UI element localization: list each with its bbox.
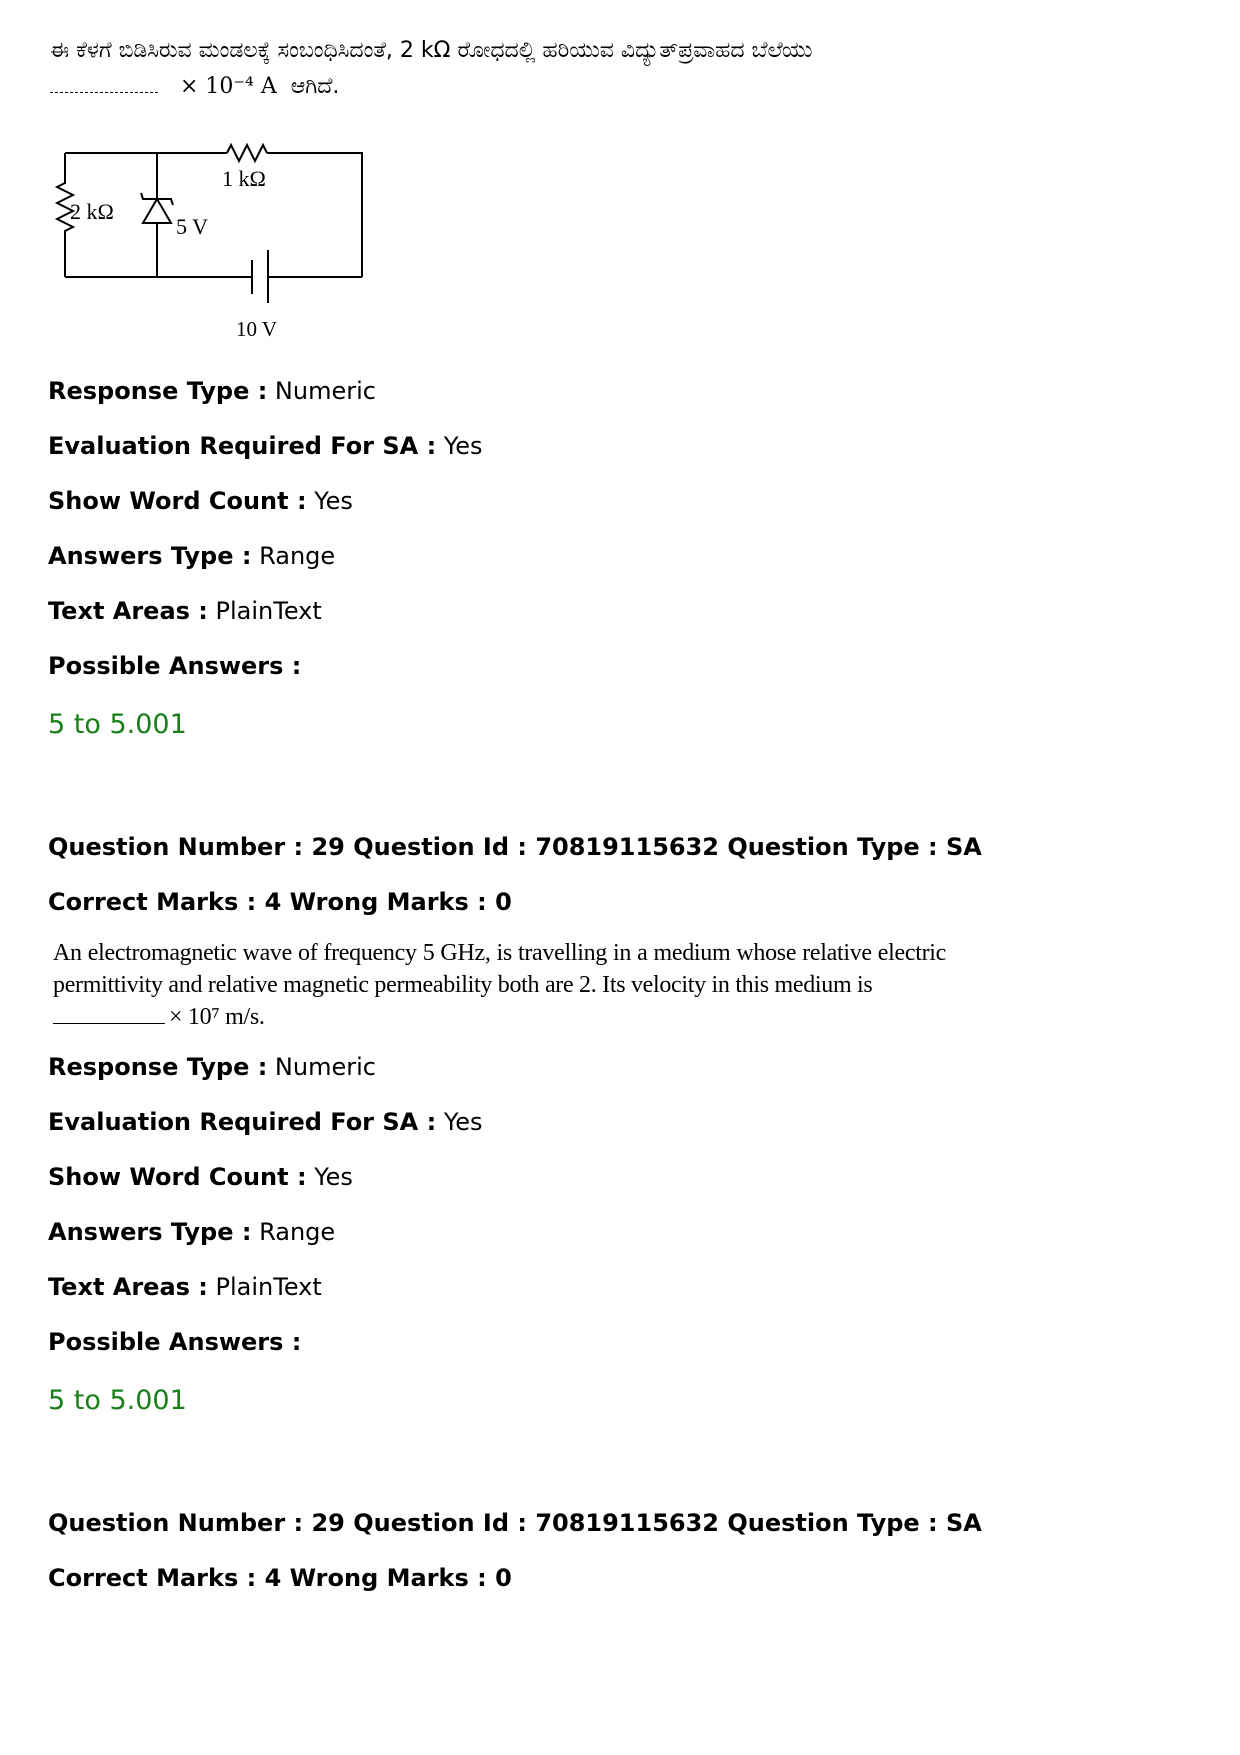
- evaluation-required: Evaluation Required For SA : Yes: [48, 1108, 483, 1136]
- possible-answer-value: 5 to 5.001: [48, 709, 187, 740]
- resistor-1k-label: 1 kΩ: [222, 166, 266, 191]
- zener-label: 5 V: [176, 214, 208, 239]
- text-areas: Text Areas : PlainText: [48, 597, 322, 625]
- show-word-count: Show Word Count : Yes: [48, 1163, 353, 1191]
- response-type: Response Type : Numeric: [48, 1053, 376, 1081]
- zener-triangle: [143, 199, 171, 223]
- question-tail: ಆಗಿದೆ.: [290, 74, 340, 99]
- possible-answers-label: Possible Answers :: [48, 652, 302, 680]
- question-header: Question Number : 29 Question Id : 70819115632 Question Type : SA: [48, 833, 982, 861]
- answer-blank: [53, 1022, 165, 1024]
- answers-type: Answers Type : Range: [48, 542, 336, 570]
- answers-type: Answers Type : Range: [48, 1218, 336, 1246]
- text-areas: Text Areas : PlainText: [48, 1273, 322, 1301]
- question-header: Question Number : 29 Question Id : 70819115632 Question Type : SA: [48, 1509, 982, 1537]
- circuit-diagram: [50, 135, 380, 345]
- question-text-kannada-line2: [50, 74, 339, 99]
- question-marks: Correct Marks : 4 Wrong Marks : 0: [48, 888, 512, 916]
- question-unit: × 10⁻⁴ A: [180, 74, 277, 99]
- answer-blank: [50, 91, 158, 93]
- question-text: [53, 937, 946, 1033]
- question-marks: Correct Marks : 4 Wrong Marks : 0: [48, 1564, 512, 1592]
- response-type: Response Type : Numeric: [48, 377, 376, 405]
- possible-answer-value: 5 to 5.001: [48, 1385, 187, 1416]
- wire-top-right: [267, 153, 362, 277]
- resistor-1k-symbol: [227, 145, 267, 161]
- question-unit: × 10⁷ m/s.: [169, 1004, 265, 1030]
- possible-answers-label: Possible Answers :: [48, 1328, 302, 1356]
- evaluation-required: Evaluation Required For SA : Yes: [48, 432, 483, 460]
- question-text-kannada-line1: ಈ ಕೆಳಗೆ ಬಿಡಿಸಿರುವ ಮಂಡಲಕ್ಕೆ ಸಂಬಂಧಿಸಿದಂತೆ, 2 kΩ ರೋಧದಲ್ಲಿ ಹರಿಯುವ ವಿದ್ಯುತ್‌ಪ್ರವಾಹದ ಬೆಲೆಯು: [50, 38, 813, 63]
- show-word-count: Show Word Count : Yes: [48, 487, 353, 515]
- question-body: An electromagnetic wave of frequency 5 GHz, is travelling in a medium whose relative electric permittivity and relative magnetic permeability both are 2. Its velocity in this medium is: [53, 940, 946, 998]
- battery-label: 10 V: [236, 317, 278, 341]
- resistor-2k-label: 2 kΩ: [70, 199, 114, 224]
